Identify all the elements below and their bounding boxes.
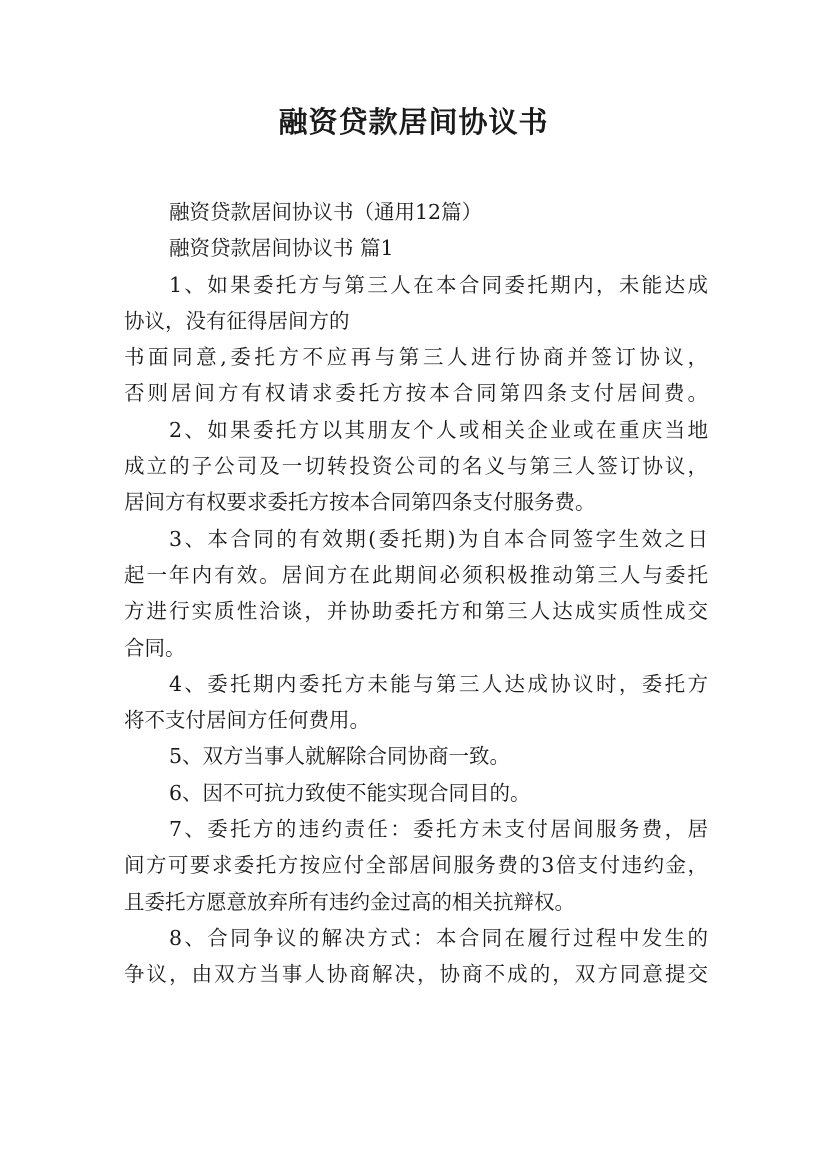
- paragraph-line: 6、因不可抗力致使不能实现合同目的。: [169, 780, 531, 805]
- paragraph-line: 3、本合同的有效期(委托期)为自本合同签字生效之日: [169, 526, 708, 551]
- paragraph-line: 将不支付居间方任何费用。: [124, 708, 370, 733]
- paragraph-line: 融资贷款居间协议书 篇1: [169, 236, 394, 261]
- paragraph-line: 且委托方愿意放弃所有违约金过高的相关抗辩权。: [124, 889, 575, 914]
- paragraph-line: 协议，没有征得居间方的: [124, 308, 350, 333]
- paragraph-line: 5、双方当事人就解除合同协商一致。: [169, 744, 511, 769]
- paragraph-line: 成立的子公司及一切转投资公司的名义与第三人签订协议，: [124, 454, 708, 479]
- paragraph-line: 否则居间方有权请求委托方按本合同第四条支付居间费。: [124, 381, 708, 406]
- paragraph-line: 争议，由双方当事人协商解决，协商不成的，双方同意提交: [124, 962, 708, 987]
- paragraph-line: 起一年内有效。居间方在此期间必须积极推动第三人与委托: [124, 562, 708, 587]
- paragraph-line: 方进行实质性洽谈，并协助委托方和第三人达成实质性成交: [124, 599, 708, 624]
- paragraph-line: 居间方有权要求委托方按本合同第四条支付服务费。: [124, 490, 596, 515]
- paragraph-line: 书面同意,委托方不应再与第三人进行协商并签订协议，: [124, 345, 708, 370]
- paragraph-line: 合同。: [124, 635, 186, 660]
- paragraph-line: 间方可要求委托方按应付全部居间服务费的3倍支付违约金，: [124, 853, 708, 878]
- document-body: [124, 194, 708, 993]
- paragraph-line: 融资贷款居间协议书（通用12篇）: [169, 200, 483, 224]
- document-title: 融资贷款居间协议书: [278, 105, 549, 139]
- paragraph-line: 4、委托期内委托方未能与第三人达成协议时，委托方: [169, 671, 708, 696]
- paragraph-line: 7、委托方的违约责任：委托方未支付居间服务费，居: [169, 817, 708, 842]
- paragraph-line: 1、如果委托方与第三人在本合同委托期内，未能达成: [169, 272, 708, 297]
- paragraph-line: 2、如果委托方以其朋友个人或相关企业或在重庆当地: [169, 417, 708, 442]
- paragraph-line: 8、合同争议的解决方式：本合同在履行过程中发生的: [169, 925, 708, 950]
